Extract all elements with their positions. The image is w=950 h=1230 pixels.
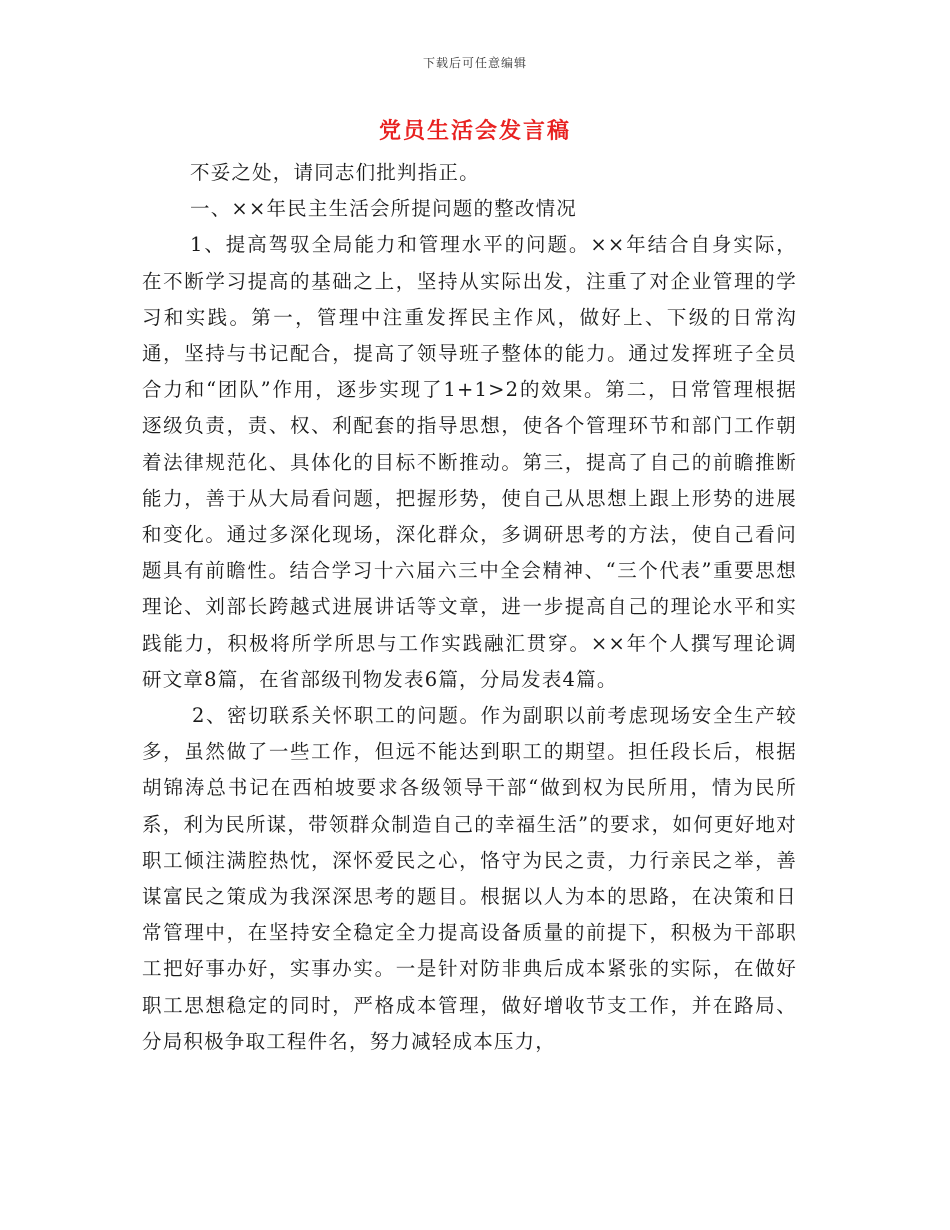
header-note: 下载后可任意编辑	[422, 56, 527, 70]
paragraph-item-1: 1、提高驾驭全局能力和管理水平的问题。××年结合自身实际，在不断学习提高的基础之上，坚持从实际出发，注重了对企业管理的学习和实践。第一，管理中注重发挥民主作风，做好上、下级的日常沟通，坚持与书记配合，提高了领导班子整体的能力。通过发挥班子全员合力和“团队”作用，逐步实现了1+1>2的效果。第二，日常管理根据逐级负责，责、权、利配套的指导思想，使各个管理环节和部门工作朝着法律规范化、具体化的目标不断推动。第三，提高了自己的前瞻推断能力，善于从大局看问题，把握形势，使自己从思想上跟上形势的进展和变化。通过多深化现场，深化群众，多调研思考的方法，使自己看问题具有前瞻性。结合学习十六届六三中全会精神、“三个代表”重要思想理论、刘部长跨越式进展讲话等文章，进一步提高自己的理论水平和实践能力，积极将所学所思与工作实践融汇贯穿。××年个人撰写理论调研文章8篇，在省部级刊物发表6篇，分局发表4篇。	[142, 233, 797, 691]
document-title: 党员生活会发言稿	[378, 118, 571, 144]
document-body	[142, 155, 797, 1060]
section-heading-rectification: 一、××年民主生活会所提问题的整改情况	[190, 197, 577, 221]
paragraph-item-2: 2、密切联系关怀职工的问题。作为副职以前考虑现场安全生产较多，虽然做了一些工作，但远不能达到职工的期望。担任段长后，根据胡锦涛总书记在西柏坡要求各级领导干部“做到权为民所用，情为民所系，利为民所谋，带领群众制造自己的幸福生活”的要求，如何更好地对职工倾注满腔热忱，深怀爱民之心，恪守为民之责，力行亲民之举，善谋富民之策成为我深深思考的题目。根据以人为本的思路，在决策和日常管理中，在坚持安全稳定全力提高设备质量的前提下，积极为干部职工把好事办好，实事办实。一是针对防非典后成本紧张的实际，在做好职工思想稳定的同时，严格成本管理，做好增收节支工作，并在路局、分局积极争取工程件名，努力减轻成本压力，	[142, 704, 797, 1053]
paragraph-closing-remark: 不妥之处，请同志们批判指正。	[190, 161, 480, 184]
